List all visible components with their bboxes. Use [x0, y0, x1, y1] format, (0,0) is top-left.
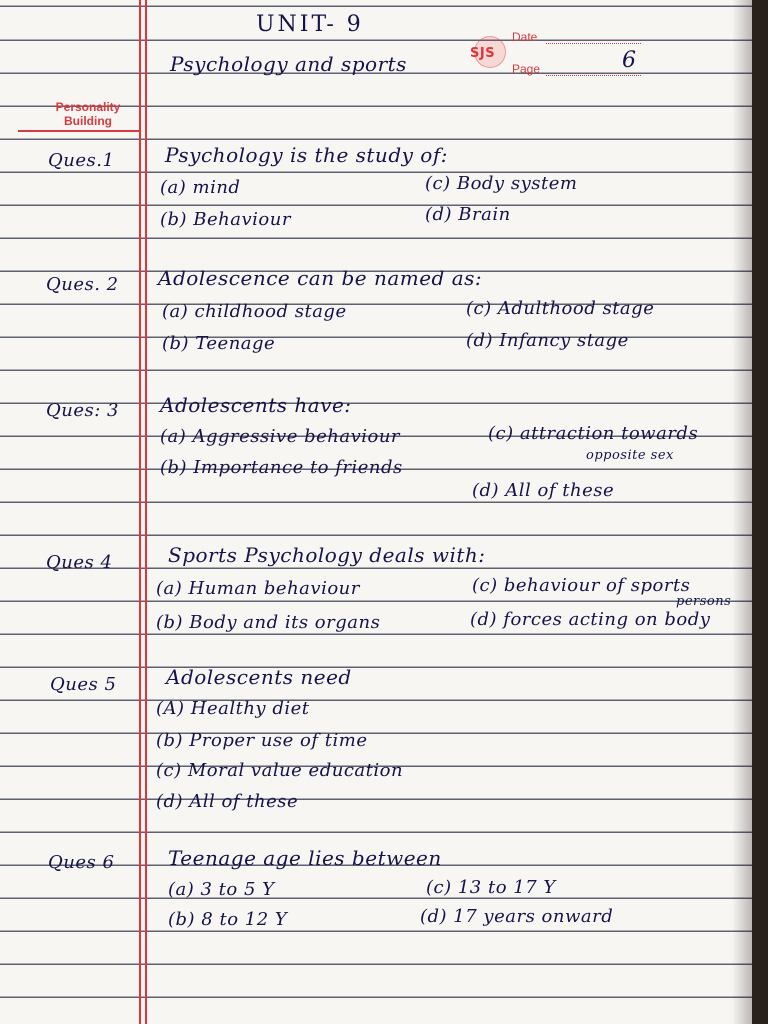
unit-title: UNIT- 9 [256, 12, 364, 37]
question-number: Ques 4 [46, 552, 113, 573]
option: (d) forces acting on body [470, 609, 711, 630]
option: (a) Aggressive behaviour [160, 426, 401, 447]
margin-line-inner [145, 0, 147, 1024]
option: (c) Body system [425, 173, 578, 194]
option: (a) childhood stage [162, 301, 347, 322]
option: (c) 13 to 17 Y [426, 877, 556, 898]
option: (A) Healthy diet [156, 698, 310, 719]
subject-title: Psychology and sports [170, 52, 407, 76]
section-label: Personality Building [55, 100, 121, 128]
option: (d) Brain [425, 204, 511, 225]
date-label: Date [512, 30, 538, 44]
option: (b) Teenage [162, 333, 276, 354]
brand-logo: SJS [470, 46, 496, 61]
option-continuation: opposite sex [586, 448, 674, 463]
option: (c) Moral value education [156, 760, 404, 781]
option: (b) Body and its organs [156, 612, 381, 633]
option: (b) Importance to friends [160, 457, 403, 478]
section-divider [18, 130, 140, 132]
option: (d) 17 years onward [420, 906, 614, 927]
question-stem: Adolescents need [166, 665, 352, 689]
page-label: Page [512, 62, 541, 76]
question-number: Ques. 2 [46, 274, 119, 295]
margin-line-outer [139, 0, 141, 1024]
option: (a) Human behaviour [156, 578, 360, 599]
page-number: 6 [622, 48, 637, 73]
option: (c) behaviour of sports [472, 575, 691, 596]
option: (a) 3 to 5 Y [168, 879, 275, 900]
option: (d) Infancy stage [466, 330, 629, 351]
question-number: Ques.1 [48, 150, 115, 171]
option: (b) Behaviour [160, 209, 291, 230]
option-continuation: persons [676, 594, 732, 609]
option: (d) All of these [156, 791, 299, 812]
question-stem: Adolescence can be named as: [158, 266, 483, 290]
option: (a) mind [160, 177, 241, 198]
question-number: Ques: 3 [46, 400, 119, 421]
option: (c) attraction towards [488, 423, 699, 444]
option: (c) Adulthood stage [466, 298, 655, 319]
question-stem: Psychology is the study of: [165, 143, 448, 167]
page-dotted-line [546, 75, 641, 76]
option: (d) All of these [472, 480, 615, 501]
question-stem: Teenage age lies between [168, 846, 442, 870]
question-stem: Sports Psychology deals with: [168, 543, 486, 567]
date-dotted-line [546, 43, 641, 44]
option: (b) Proper use of time [156, 730, 368, 751]
page-edge-shadow [732, 0, 752, 1024]
question-stem: Adolescents have: [160, 393, 352, 417]
question-number: Ques 5 [50, 674, 117, 695]
question-number: Ques 6 [48, 852, 115, 873]
option: (b) 8 to 12 Y [168, 909, 288, 930]
